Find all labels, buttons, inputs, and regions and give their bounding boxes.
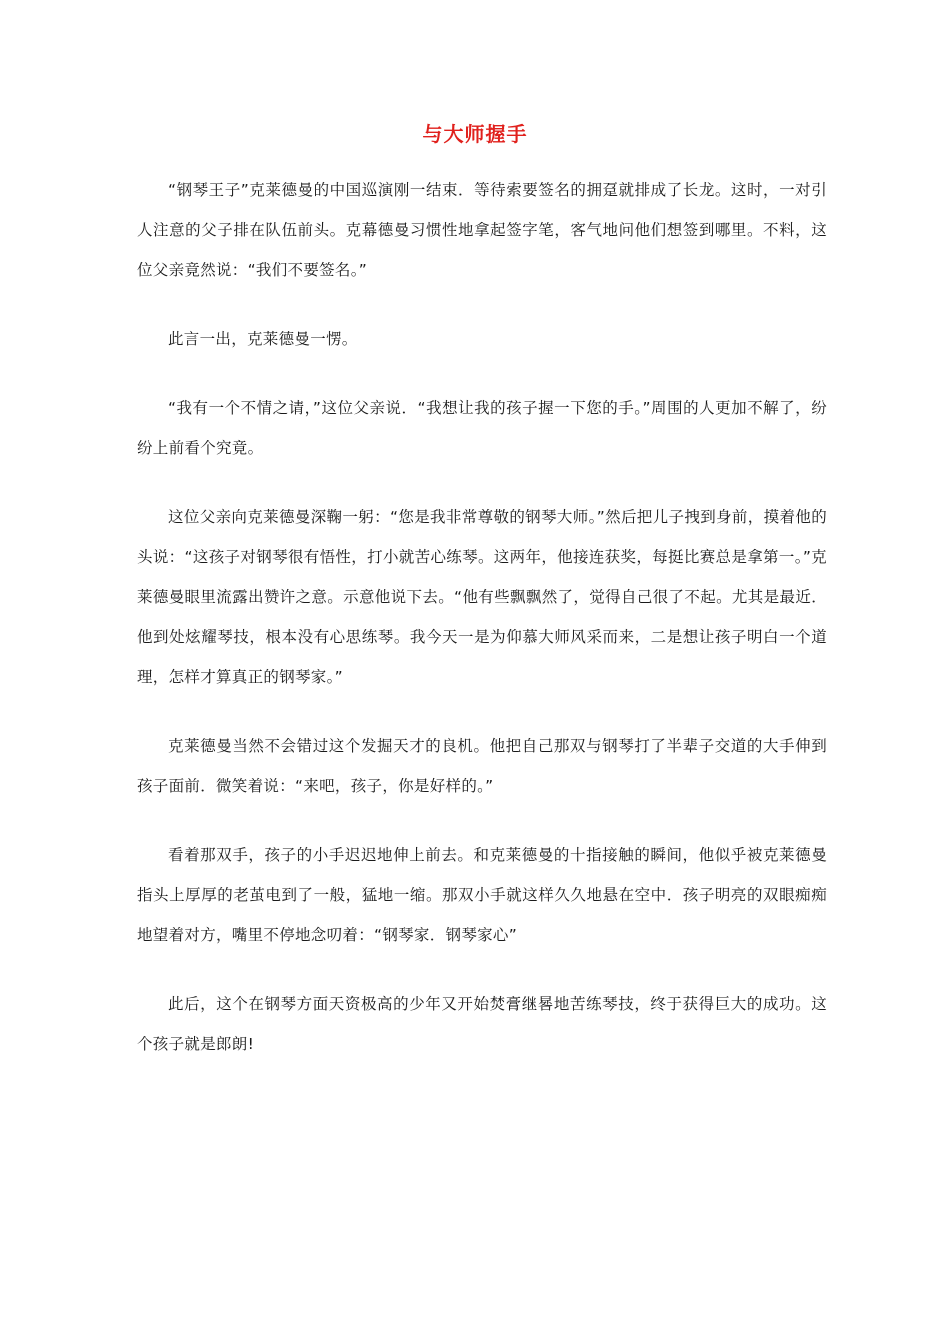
paragraph: 看着那双手，孩子的小手迟迟地伸上前去。和克莱德曼的十指接触的瞬间，他似乎被克莱德曼指头上厚厚的老茧电到了一般，猛地一缩。那双小手就这样久久地悬在空中．孩子明亮的双眼痴痴地望着对方，嘴里不停地念叨着：“钢琴家．钢琴家心” bbox=[137, 846, 827, 944]
document-title: 与大师握手 bbox=[422, 122, 528, 146]
paragraph: 这位父亲向克莱德曼深鞠一躬：“您是我非常尊敬的钢琴大师。”然后把儿子拽到身前，摸着他的头说：“这孩子对钢琴很有悟性，打小就苦心练琴。这两年，他接连获奖，每挺比赛总是拿第一。”克莱德曼眼里流露出赞许之意。示意他说下去。“他有些飘飘然了，觉得自己很了不起。尤其是最近．他到处炫耀琴技，根本没有心思练琴。我今天一是为仰慕大师风采而来，二是想让孩子明白一个道理，怎样才算真正的钢琴家。” bbox=[137, 508, 827, 686]
paragraph: 此言一出，克莱德曼一愣。 bbox=[168, 330, 358, 348]
paragraph: 克莱德曼当然不会错过这个发掘天才的良机。他把自己那双与钢琴打了半辈子交道的大手伸到孩子面前．微笑着说：“来吧，孩子，你是好样的。” bbox=[137, 737, 827, 795]
paragraph: 此后，这个在钢琴方面天资极高的少年又开始焚膏继晷地苦练琴技，终于获得巨大的成功。这个孩子就是郎朗! bbox=[137, 995, 827, 1053]
paragraph: “钢琴王子”克莱德曼的中国巡演刚一结束．等待索要签名的拥趸就排成了长龙。这时，一对引人注意的父子排在队伍前头。克幕德曼习惯性地拿起签字笔，客气地问他们想签到哪里。不料，这位父亲竟然说：“我们不要签名。” bbox=[137, 181, 827, 279]
paragraph: “我有一个不情之请，”这位父亲说．“我想让我的孩子握一下您的手。”周围的人更加不解了，纷纷上前看个究竟。 bbox=[137, 399, 827, 457]
document-body bbox=[137, 170, 827, 1093]
